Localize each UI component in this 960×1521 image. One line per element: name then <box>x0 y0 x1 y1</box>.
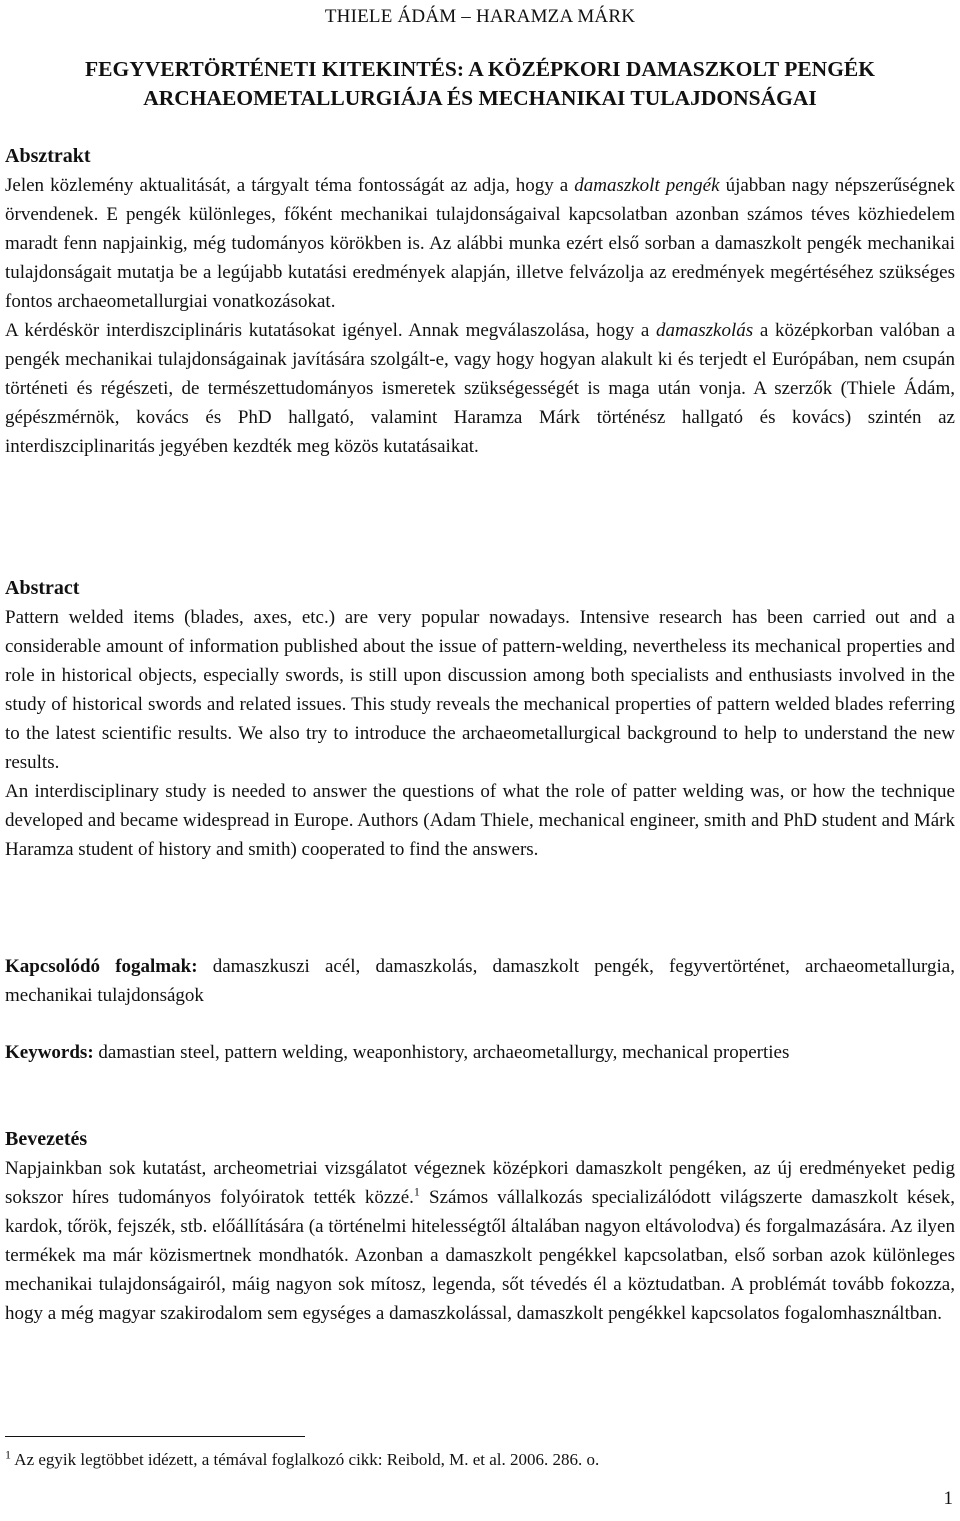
keywords-hungarian <box>5 952 955 1010</box>
abstract-english <box>5 574 955 864</box>
keywords-en-label: Keywords: <box>5 1042 94 1063</box>
abstract-en-paragraph-1: Pattern welded items (blades, axes, etc.) are very popular nowadays. Intensive research has been carried out and a considerable amount of information published about the issue of pattern-welding, nevertheless its mechanical properties and role in historical objects, especially swords, is still upon discussion among both specialists and enthusiasts involved in the study of historical swords and related issues. This study reveals the mechanical properties of pattern welded blades referring to the latest scientific results. We also try to introduce the archaeometallurgical background to help to understand the new results. <box>5 607 955 773</box>
abstract-hu-paragraph-1: Jelen közlemény aktualitását, a tárgyalt téma fontosságát az adja, hogy a damaszkolt pengék újabban nagy népszerűségnek örvendenek. E pengék különleges, főként mechanikai tulajdonságaival kapcsolatban azonban számos téves közhiedelem maradt fenn napjainkig, még tudományos körökben is. Az alábbi munka ezért első sorban a damaszkolt pengék mechanikai tulajdonságait mutatja be a legújabb kutatási eredmények alapján, illetve felvázolja az eredmények megértéséhez szükséges fontos archaeometallurgiai vonatkozásokat. <box>5 175 955 312</box>
intro-heading: Bevezetés <box>5 1128 88 1150</box>
abstract-hu-paragraph-2: A kérdéskör interdiszciplináris kutatásokat igényel. Annak megválaszolása, hogy a damaszkolás a középkorban valóban a pengék mechanikai tulajdonságainak javítására szolgált-e, vagy hogy hogyan alakult ki és terjedt el Európában, nem csupán történeti és régészeti, de természettudományos ismeretek szükségességét is maga után vonja. A szerzők (Thiele Ádám, gépészmérnök, kovács és PhD hallgató, valamint Haramza Márk történész hallgató és kovács) szintén az interdiszciplinaritás jegyében kezdték meg közös kutatásaikat. <box>5 320 956 457</box>
footnote-number: 1 <box>5 1447 11 1462</box>
intro-paragraph: Napjainkban sok kutatást, archeometriai vizsgálatot végeznek középkori damaszkolt pengéken, az új eredményeket pedig sokszor híres tudományos folyóiratok tették közzé.$^1$ Számos vállalkozás specializálódott világszerte damaszkolt kések, kardok, tőrök, fejszék, stb. előállítására (a történelmi hitelességtől általában nagyon eltávolodva) és forgalmazására. Az ilyen termékek ma már közismertnek mondhatók. Azonban a damaszkolt pengékkel kapcsolatban, első sorban azok különleges mechanikai tulajdonságairól, máig nagyon sok mítosz, legenda, sőt tévedés él a köztudatban. A problémát tovább fokozza, hogy a még magyar szakirodalom sem egységes a damaszkolással, damaszkolt pengékkel kapcsolatos fogalomhasználtban. <box>5 1158 955 1324</box>
paper-title <box>5 55 955 113</box>
footnote <box>5 1448 955 1472</box>
abstract-hu-heading: Absztrakt <box>5 145 91 167</box>
title-line-2: ARCHAEOMETALLURGIÁJA ÉS MECHANIKAI TULAJDONSÁGAI <box>143 86 817 110</box>
abstract-en-heading: Abstract <box>5 577 80 599</box>
footnote-reference[interactable]: 1 <box>413 1184 420 1199</box>
footnote-divider <box>5 1436 305 1437</box>
title-line-1: FEGYVERTÖRTÉNETI KITEKINTÉS: A KÖZÉPKORI DAMASZKOLT PENGÉK <box>85 57 875 81</box>
abstract-hungarian <box>5 142 955 461</box>
footnote-text: Az egyik legtöbbet idézett, a témával foglalkozó cikk: Reibold, M. et al. 2006. 286. o. <box>11 1450 600 1469</box>
introduction-section <box>5 1125 955 1328</box>
page-number: 1 <box>943 1488 953 1509</box>
keywords-hu-label: Kapcsolódó fogalmak: <box>5 956 198 977</box>
running-header: THIELE ÁDÁM – HARAMZA MÁRK <box>324 6 636 27</box>
keywords-hu-text: damaszkuszi acél, damaszkolás, damaszkolt pengék, fegyvertörténet, archaeometallurgia, mechanikai tulajdonságok <box>5 956 955 1006</box>
keywords-english <box>5 1038 955 1067</box>
abstract-en-paragraph-2: An interdisciplinary study is needed to answer the questions of what the role of patter welding was, or how the technique developed and became widespread in Europe. Authors (Adam Thiele, mechanical engineer, smith and PhD student and Márk Haramza student of history and smith) cooperated to find the answers. <box>5 781 955 860</box>
keywords-en-text: damastian steel, pattern welding, weaponhistory, archaeometallurgy, mechanical properties <box>93 1042 790 1063</box>
